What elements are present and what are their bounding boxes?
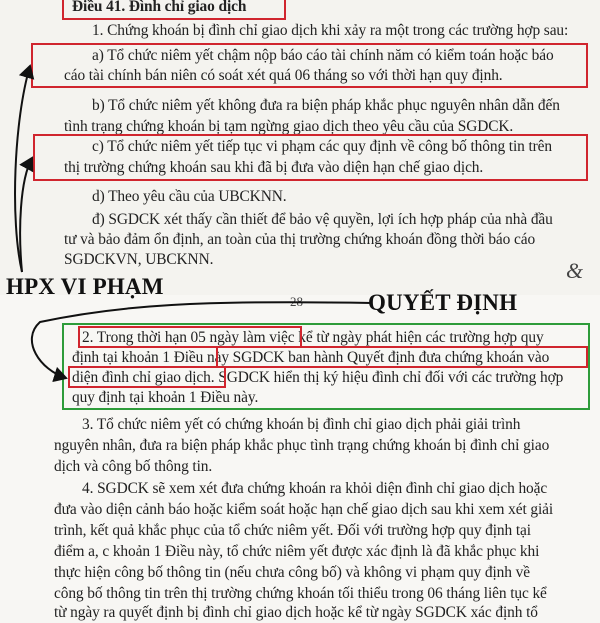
label-violation: HPX VI PHẠM — [6, 274, 164, 299]
text-line: tình trạng chứng khoán bị tạm ngừng giao dịch theo yêu cầu của SGDCK. — [64, 118, 514, 135]
article-title: Điều 41. Đình chỉ giao dịch — [72, 0, 247, 15]
text-line: tư và bảo đảm ổn định, an toàn của thị trường chứng khoán đồng thời báo cáo — [64, 231, 536, 248]
text-line: đ) SGDCK xét thấy cần thiết để bảo vệ quyền, lợi ích hợp pháp của nhà đầu — [92, 211, 553, 228]
text-line: thực hiện công bố thông tin (nếu chưa công bố) và không vi phạm quy định về — [54, 564, 530, 581]
text-line: c) Tổ chức niêm yết tiếp tục vi phạm các quy định về công bố thông tin trên — [92, 138, 553, 155]
text-line: thị trường chứng khoán sau khi đã bị đưa vào diện hạn chế giao dịch. — [64, 159, 484, 176]
handwritten-mark: & — [566, 258, 584, 283]
arrow-to-decision — [32, 302, 372, 378]
text-line: cáo tài chính bán niên có soát xét quá 06 tháng so với thời hạn quy định. — [64, 67, 503, 84]
text-line: quy định tại khoản 1 Điều này. — [72, 389, 259, 406]
text-line: diện đình chỉ giao dịch. SGDCK hiển thị ký hiệu đình chỉ đối với các trường hợp — [72, 369, 564, 386]
text-line: d) Theo yêu cầu của UBCKNN. — [92, 188, 287, 205]
text-line: 2. Trong thời hạn 05 ngày làm việc kể từ ngày phát hiện các trường hợp quy — [82, 329, 544, 346]
text-line: b) Tổ chức niêm yết không đưa ra biện pháp khắc phục nguyên nhân dẫn đến — [92, 97, 560, 114]
label-decision: QUYẾT ĐỊNH — [368, 290, 518, 315]
text-line: từ ngày ra quyết định bị đình chỉ giao dịch hoặc kể từ ngày SGDCK xác định tổ — [54, 604, 538, 621]
text-line: công bố thông tin trên thị trường chứng khoán tối thiểu trong 06 tháng liên tục kể — [54, 585, 547, 602]
text-line: 1. Chứng khoán bị đình chỉ giao dịch khi xảy ra một trong các trường hợp sau: — [92, 22, 569, 39]
arrow-to-clause-c — [20, 158, 32, 272]
text-line: SGDCKVN, UBCKNN. — [64, 251, 214, 268]
text-line: a) Tổ chức niêm yết chậm nộp báo cáo tài chính năm có kiểm toán hoặc báo — [92, 47, 554, 64]
text-line: nguyên nhân, đưa ra biện pháp khắc phục tình trạng chứng khoán bị đình chỉ giao — [54, 437, 550, 454]
page-number: 28 — [290, 294, 303, 309]
text-line: điểm a, c khoản 1 Điều này, tổ chức niêm yết được xác định là đã khắc phục khi — [54, 543, 540, 560]
text-line: 4. SGDCK sẽ xem xét đưa chứng khoán ra khỏi diện đình chỉ giao dịch hoặc — [82, 480, 548, 497]
text-line: dịch và công bố thông tin. — [54, 458, 213, 475]
text-line: đưa vào diện cảnh báo hoặc kiểm soát hoặc hạn chế giao dịch sau khi xem xét giải — [54, 501, 554, 518]
text-line: 3. Tổ chức niêm yết có chứng khoán bị đình chỉ giao dịch phải giải trình — [82, 416, 521, 433]
text-line: định tại khoản 1 Điều này SGDCK ban hành Quyết định đưa chứng khoán vào — [72, 349, 550, 366]
text-line: trình, kết quả khắc phục của tổ chức niêm yết. Đối với trường hợp quy định tại — [54, 522, 531, 539]
